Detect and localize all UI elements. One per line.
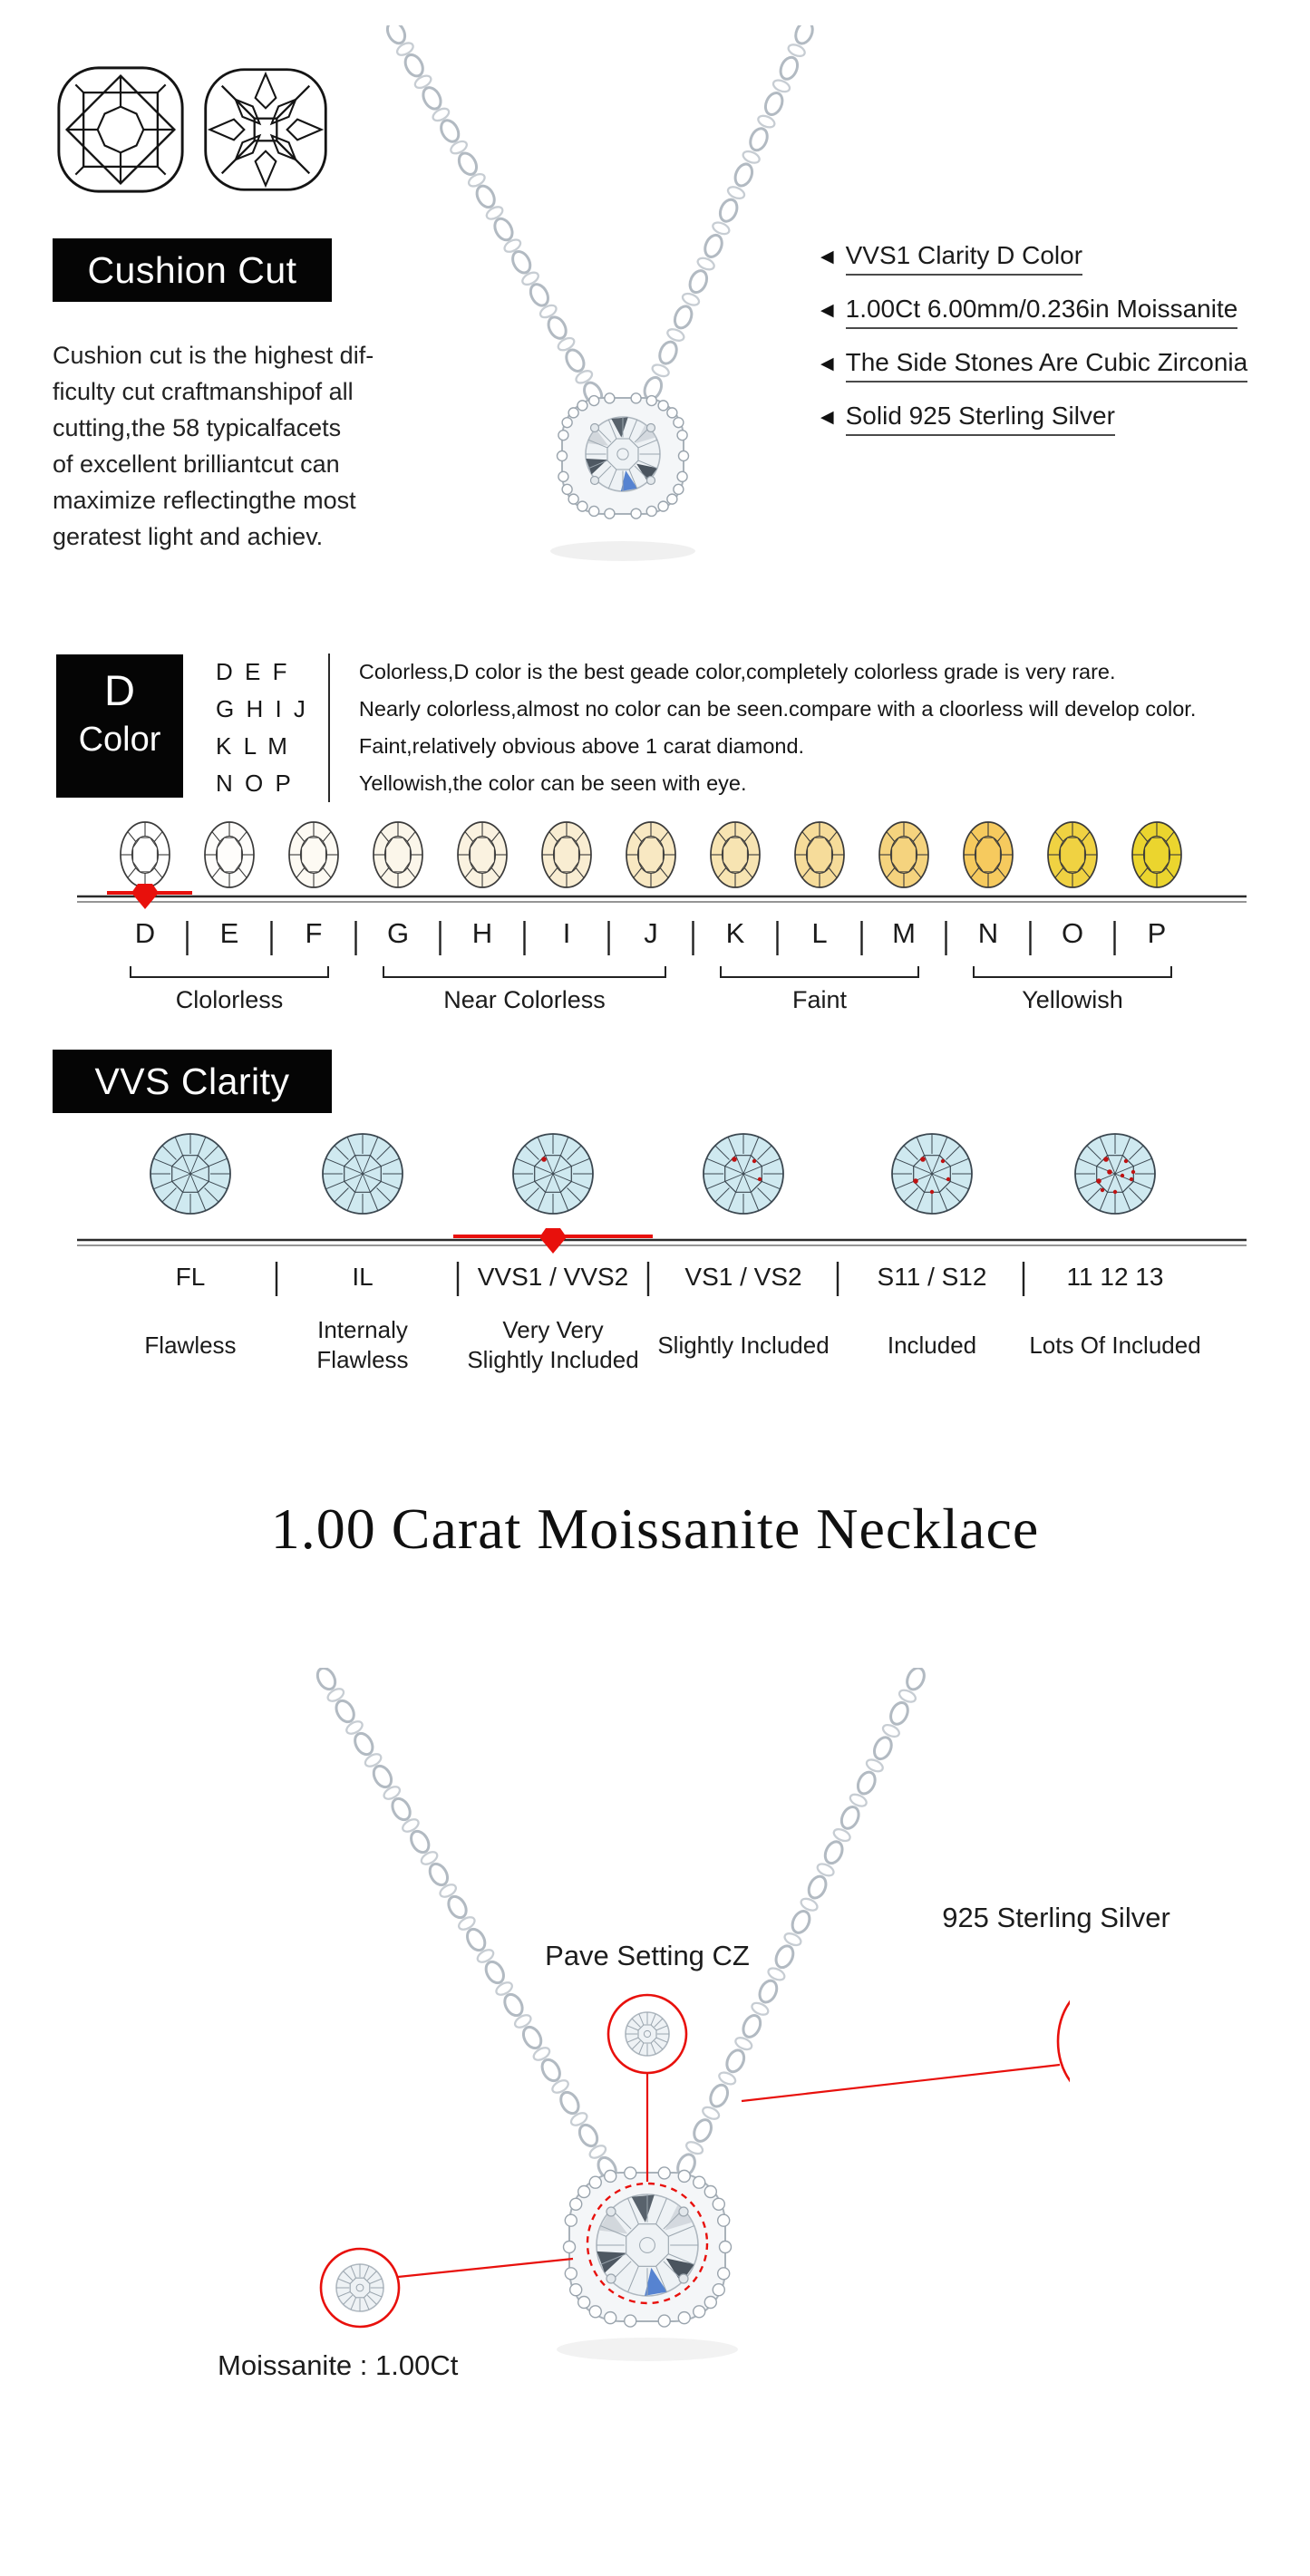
annotation-circle-link [1058,1985,1070,2097]
grade-letters: K L M [216,732,290,760]
chain [314,1668,626,2193]
chain [636,25,816,414]
color-scale-letter: J [644,917,658,949]
color-scale-letter: E [219,917,239,949]
cushion-cut-banner: Cushion Cut [53,238,332,302]
bullet-text: VVS1 Clarity D Color [846,241,1082,276]
grade-letters: G H I J [216,695,308,722]
grade-descriptions-column [328,654,1196,802]
feature-bullet [820,241,1247,295]
vvs-clarity-banner: VVS Clarity [53,1050,332,1113]
color-group-label: Clolorless [175,986,284,1013]
color-scale-letter: D [134,917,156,949]
bullet-text: 1.00Ct 6.00mm/0.236in Moissanite [846,295,1238,329]
d-color-badge [56,654,183,798]
d-color-badge-line1: D [104,666,135,714]
color-grade-table [216,654,1196,802]
left-triangle-icon: ◀ [820,408,834,427]
oval-diamond-icon [542,822,591,887]
clarity-grade-label: VVS1 / VVS2 [477,1263,629,1291]
cushion-cut-diagram-icon [54,62,187,198]
round-diamond-icon [513,1134,593,1214]
oval-diamond-icon [289,822,338,887]
grade-description: Yellowish,the color can be seen with eye. [358,771,747,795]
oval-diamond-icon [1132,822,1181,887]
feature-bullet [820,295,1247,348]
clarity-grade-label: 11 12 13 [1066,1263,1164,1291]
clarity-grade-description: Very Very Slightly Included [467,1316,639,1373]
grade-letters-column [216,654,308,802]
color-group-label: Faint [791,986,848,1013]
product-title: 1.00 Carat Moissanite Necklace [270,1496,1040,1561]
group-bracket [131,966,328,977]
round-diamond-icon [323,1134,403,1214]
annotation-line [398,2259,573,2277]
chain [668,1668,927,2191]
clarity-grade-description: Included [887,1331,977,1359]
grade-letters: D E F [216,658,290,685]
oval-diamond-icon [964,822,1013,887]
oval-diamond-icon [458,822,507,887]
left-triangle-icon: ◀ [820,247,834,266]
clarity-grade-label: VS1 / VS2 [684,1263,802,1291]
necklace-photo-annotated [254,1668,1070,2447]
clarity-grade-description: Flawless [144,1331,237,1359]
diamond-color-scale [63,805,1260,1031]
annotation-line [742,2065,1060,2101]
oval-diamond-icon [121,822,170,887]
grade-letters: N O P [216,770,294,797]
color-group-label: Near Colorless [443,986,606,1013]
red-gem-marker-icon [131,884,159,909]
group-bracket [721,966,918,977]
oval-diamond-icon [879,822,928,887]
color-scale-letter: I [562,917,571,949]
left-triangle-icon: ◀ [820,301,834,320]
clarity-grade-label: FL [175,1263,206,1291]
feature-bullet [820,402,1247,455]
oval-diamond-icon [205,822,254,887]
oval-diamond-icon [711,822,760,887]
color-scale-letter: G [386,917,410,949]
oval-diamond-icon [795,822,844,887]
diamond-clarity-scale [63,1124,1260,1305]
oval-diamond-icon [374,822,422,887]
bullet-text: Solid 925 Sterling Silver [846,402,1115,436]
clarity-grade-label: IL [352,1263,374,1291]
grade-description: Nearly colorless,almost no color can be seen.compare with a cloorless will develop color. [358,697,1197,721]
gem-stone-icon [336,2264,383,2311]
color-scale-letter: O [1061,917,1084,949]
clarity-grade-label: S11 / S12 [877,1263,987,1291]
grade-description: Colorless,D color is the best geade color,completely colorless grade is very rare. [358,660,1116,683]
color-scale-letter: M [892,917,916,949]
color-group-label: Yellowish [1022,986,1123,1013]
feature-bullets [820,241,1247,455]
group-bracket [974,966,1171,977]
color-scale-letter: K [725,917,745,949]
round-diamond-icon [1075,1134,1155,1214]
clarity-grade-description: Internaly Flawless [316,1316,409,1373]
gem-stone-icon [626,2012,669,2056]
chain [384,25,612,418]
color-scale-letter: N [977,917,999,949]
callout-moissanite-carat: Moissanite : 1.00Ct [218,2349,459,2381]
color-scale-letter: L [811,917,828,949]
callout-pave-setting: Pave Setting CZ [545,1940,750,1971]
feature-bullet [820,348,1247,402]
callout-sterling-silver: 925 Sterling Silver [942,1902,1170,1933]
d-color-badge-line2: Color [78,721,161,759]
grade-description: Faint,relatively obvious above 1 carat diamond. [358,734,805,758]
cushion-cut-description: Cushion cut is the highest dif- ficulty cut craftmanshipof all cutting,the 58 typicalfacets of excellent brilliantcut can maximize reflectingthe most geratest light and achiev. [53,342,374,550]
left-triangle-icon: ◀ [820,354,834,373]
round-diamond-icon [150,1134,230,1214]
oval-diamond-icon [1048,822,1097,887]
color-scale-letter: P [1147,917,1167,949]
clarity-grade-description: Slightly Included [657,1331,830,1359]
clarity-grade-description: Lots Of Included [1029,1331,1201,1359]
red-gem-marker-icon [539,1228,567,1254]
round-diamond-icon [704,1134,783,1214]
color-scale-letter: F [305,917,323,949]
round-diamond-icon [892,1134,972,1214]
bullet-text: The Side Stones Are Cubic Zirconia [846,348,1248,383]
color-scale-letter: H [471,917,493,949]
oval-diamond-icon [626,822,675,887]
group-bracket [383,966,665,977]
